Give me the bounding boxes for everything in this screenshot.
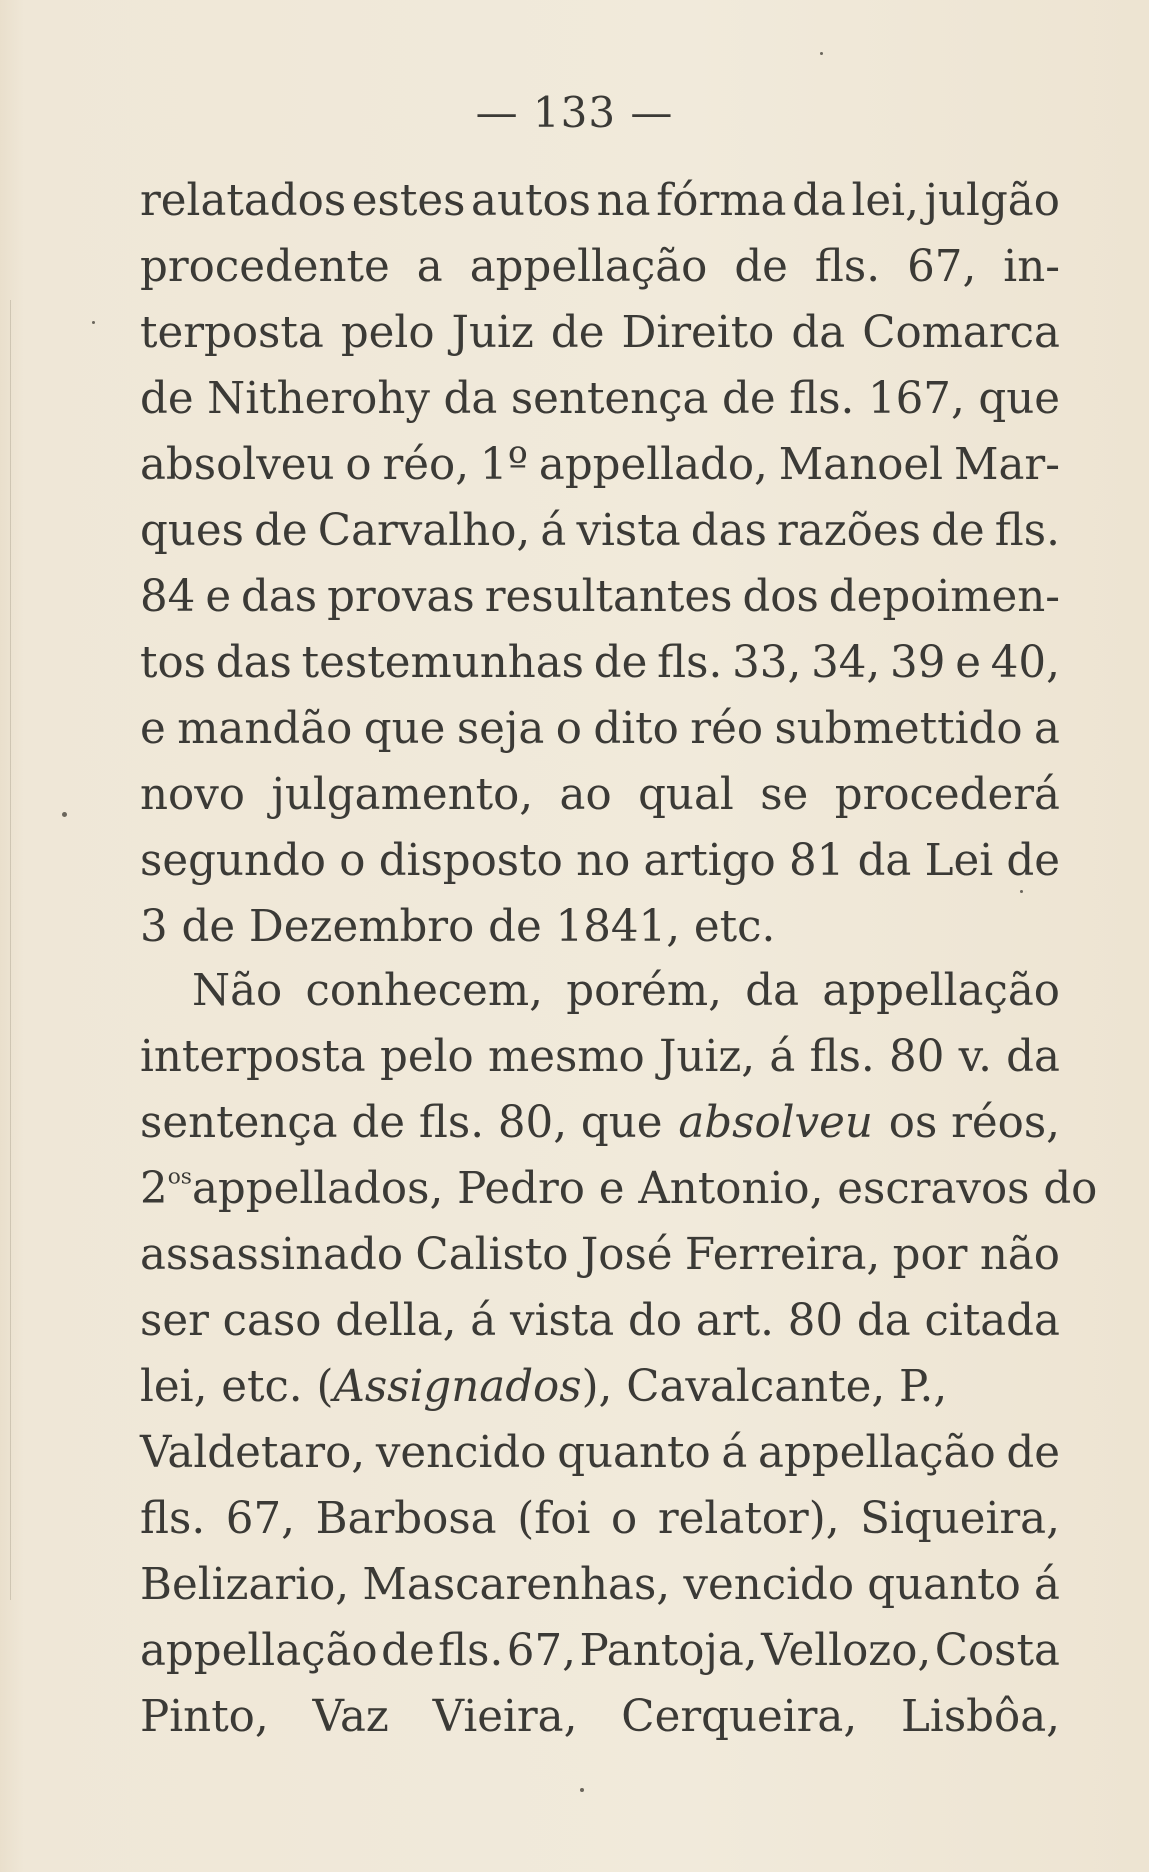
paper-speck — [580, 1788, 584, 1792]
word: réo, — [382, 440, 470, 490]
word: Carvalho, — [317, 506, 531, 556]
word: tos — [140, 638, 206, 688]
word: José — [580, 1230, 673, 1280]
word: 67, — [225, 1494, 295, 1544]
word: fls. — [140, 1494, 206, 1544]
word: fls. — [994, 506, 1060, 556]
word: submettido — [774, 704, 1023, 754]
word: razões — [777, 506, 921, 556]
paper-speck — [62, 812, 67, 817]
word: pelo — [380, 1032, 474, 1082]
word: do — [628, 1296, 683, 1346]
word: 33, — [732, 638, 802, 688]
text-line — [140, 168, 1060, 234]
word: Valdetaro, — [140, 1428, 366, 1478]
word: das — [215, 638, 292, 688]
word: 80 — [787, 1296, 844, 1346]
word: fls. — [809, 1032, 875, 1082]
word: que — [978, 374, 1060, 424]
ordinal: $2^{os}$ — [140, 1164, 192, 1214]
word: ao — [559, 770, 612, 820]
word: dito — [593, 704, 679, 754]
word: vista — [576, 506, 681, 556]
word: 84 — [140, 572, 196, 622]
word: na — [596, 176, 651, 226]
word: sentença — [510, 374, 709, 424]
word: se — [760, 770, 809, 820]
word: 67, — [506, 1626, 576, 1676]
word: de — [1006, 1428, 1060, 1478]
word: de — [254, 506, 308, 556]
word: Mascarenhas, — [362, 1560, 671, 1610]
word: Siqueira, — [860, 1494, 1060, 1544]
word: interposta — [140, 1032, 366, 1082]
text-fragment: appellados, Pedro e Antonio, escravos do — [191, 1164, 1098, 1214]
word: Costa — [934, 1626, 1060, 1676]
word: conhecem, — [305, 966, 543, 1016]
word: de — [722, 374, 776, 424]
word: seja — [456, 704, 545, 754]
text-line: 3 de Dezembro de 1841, etc. — [140, 902, 776, 952]
word: 1º — [479, 440, 529, 490]
word: da — [745, 966, 800, 1016]
word: da — [856, 1296, 911, 1346]
text-line — [140, 498, 1060, 564]
word: absolveu — [140, 440, 335, 490]
word: 34, — [811, 638, 881, 688]
word: Manoel — [778, 440, 944, 490]
word: o — [611, 1494, 638, 1544]
word: 39 — [890, 638, 946, 688]
word: não — [979, 1230, 1060, 1280]
word: (foi — [517, 1494, 591, 1544]
word: 40, — [990, 638, 1060, 688]
word: fls. — [789, 374, 855, 424]
word: terposta — [140, 308, 324, 358]
word: Ferreira, — [684, 1230, 881, 1280]
word: caso — [222, 1296, 322, 1346]
word: Vaz — [312, 1692, 389, 1742]
paper-speck — [92, 321, 95, 324]
text-line — [140, 762, 1060, 828]
word: Pinto, — [140, 1692, 269, 1742]
word: Barbosa — [315, 1494, 497, 1544]
word: novo — [140, 770, 245, 820]
word: de — [1006, 836, 1060, 886]
word: julgamento, — [271, 770, 534, 820]
word: vista — [510, 1296, 615, 1346]
word: das — [690, 506, 767, 556]
word: ques — [140, 506, 244, 556]
page-edge-rule — [10, 300, 11, 1600]
italic-word: absolveu — [678, 1098, 873, 1148]
word: Lei — [924, 836, 994, 886]
word: appellação — [469, 242, 708, 292]
word: vencido — [375, 1428, 547, 1478]
text-fragment: sentença de fls. 80, que — [140, 1098, 663, 1148]
word: quanto — [557, 1428, 711, 1478]
word: provas — [327, 572, 475, 622]
word: e — [205, 572, 232, 622]
word: de — [593, 638, 648, 688]
text-line — [140, 1420, 1060, 1486]
word: vencido — [683, 1560, 855, 1610]
word: no — [576, 836, 631, 886]
word: citada — [924, 1296, 1060, 1346]
text-line — [140, 1222, 1060, 1288]
word: mesmo — [487, 1032, 645, 1082]
word: o — [555, 704, 582, 754]
text-line — [140, 1684, 1060, 1750]
word: de — [550, 308, 605, 358]
word: da — [791, 308, 846, 358]
word: ser — [140, 1296, 209, 1346]
word: appellação — [758, 1428, 996, 1478]
word: Cerqueira, — [621, 1692, 858, 1742]
word: resultantes — [484, 572, 733, 622]
word: qual — [638, 770, 734, 820]
word: in- — [1003, 242, 1060, 292]
word: art. — [695, 1296, 774, 1346]
word: a — [1034, 704, 1060, 754]
text-line — [140, 1354, 1060, 1420]
word: 80 — [889, 1032, 945, 1082]
word: fls. — [814, 242, 881, 292]
word: 167, — [867, 374, 965, 424]
text-line — [140, 1618, 1060, 1684]
word: da — [1006, 1032, 1060, 1082]
word: autos — [471, 176, 591, 226]
word: á — [769, 1032, 796, 1082]
text-fragment: os réos, — [888, 1098, 1060, 1148]
word: pelo — [340, 308, 435, 358]
word: fls. — [438, 1626, 504, 1676]
word: Vieira, — [432, 1692, 578, 1742]
text-line — [140, 300, 1060, 366]
word: o — [339, 836, 366, 886]
word: Pantoja, — [579, 1626, 758, 1676]
word: della, — [335, 1296, 457, 1346]
word: á — [470, 1296, 497, 1346]
word: procedente — [140, 242, 390, 292]
word: Direito — [621, 308, 775, 358]
word: de — [734, 242, 788, 292]
word: Mar- — [953, 440, 1060, 490]
word: mandão — [177, 704, 353, 754]
text-line — [140, 366, 1060, 432]
word: julgão — [924, 176, 1060, 226]
word: fórma — [656, 176, 787, 226]
word: estes — [351, 176, 466, 226]
word: da — [857, 836, 912, 886]
word: appellado, — [538, 440, 768, 490]
word: por — [892, 1230, 968, 1280]
text-line — [140, 828, 1060, 894]
word: relator), — [657, 1494, 840, 1544]
text-line — [140, 1024, 1060, 1090]
word: Não — [192, 966, 283, 1016]
ordinal-suffix: os — [167, 1164, 192, 1190]
text-line — [140, 696, 1060, 762]
word: Juiz, — [659, 1032, 756, 1082]
word: lei, — [851, 176, 919, 226]
word: á — [721, 1428, 748, 1478]
italic-word: Assignados — [333, 1362, 582, 1412]
word: Juiz — [451, 308, 534, 358]
word: 67, — [907, 242, 977, 292]
word: Vellozo, — [761, 1626, 932, 1676]
word: da — [792, 176, 846, 226]
word: Nitherohy — [207, 374, 430, 424]
text-line — [140, 1090, 1060, 1156]
text-line — [140, 564, 1060, 630]
paragraph-1 — [140, 168, 1060, 960]
word: appellação — [822, 966, 1060, 1016]
paragraph-2 — [140, 958, 1098, 1750]
word: v. — [958, 1032, 992, 1082]
word: quanto — [867, 1560, 1021, 1610]
word: á — [540, 506, 567, 556]
word: artigo — [643, 836, 776, 886]
word: disposto — [378, 836, 563, 886]
word: assassinado — [140, 1230, 404, 1280]
word: Comarca — [862, 308, 1060, 358]
word: segundo — [140, 836, 326, 886]
text-line — [140, 1486, 1060, 1552]
word: depoimen- — [828, 572, 1060, 622]
word: á — [1034, 1560, 1060, 1610]
word: relatados — [140, 176, 347, 226]
word: réo — [690, 704, 764, 754]
word: Lisbôa, — [901, 1692, 1060, 1742]
word: porém, — [566, 966, 722, 1016]
word: e — [955, 638, 981, 688]
word: de — [140, 374, 194, 424]
text-line — [140, 630, 1060, 696]
word: Belizario, — [140, 1560, 350, 1610]
text-fragment: lei, etc. (Assignados), Cavalcante, P., — [140, 1362, 948, 1412]
text-line — [140, 1288, 1060, 1354]
paper-speck — [820, 52, 823, 55]
word: procederá — [834, 770, 1060, 820]
word: dos — [742, 572, 819, 622]
word: testemunhas — [301, 638, 584, 688]
text-line — [140, 234, 1060, 300]
word: das — [241, 572, 318, 622]
text-line — [140, 1156, 1098, 1222]
word: da — [443, 374, 498, 424]
text-line — [140, 432, 1060, 498]
page-number: — 133 — — [475, 88, 674, 137]
paper-speck — [1020, 890, 1023, 893]
word: de — [381, 1626, 435, 1676]
word: o — [345, 440, 372, 490]
word: e — [140, 704, 166, 754]
word: fls. — [657, 638, 723, 688]
word: de — [931, 506, 985, 556]
word: a — [416, 242, 443, 292]
word: Calisto — [415, 1230, 569, 1280]
text-line — [140, 958, 1060, 1024]
word: que — [363, 704, 446, 754]
word: 81 — [788, 836, 845, 886]
text-line — [140, 1552, 1060, 1618]
word: appellação — [140, 1626, 378, 1676]
